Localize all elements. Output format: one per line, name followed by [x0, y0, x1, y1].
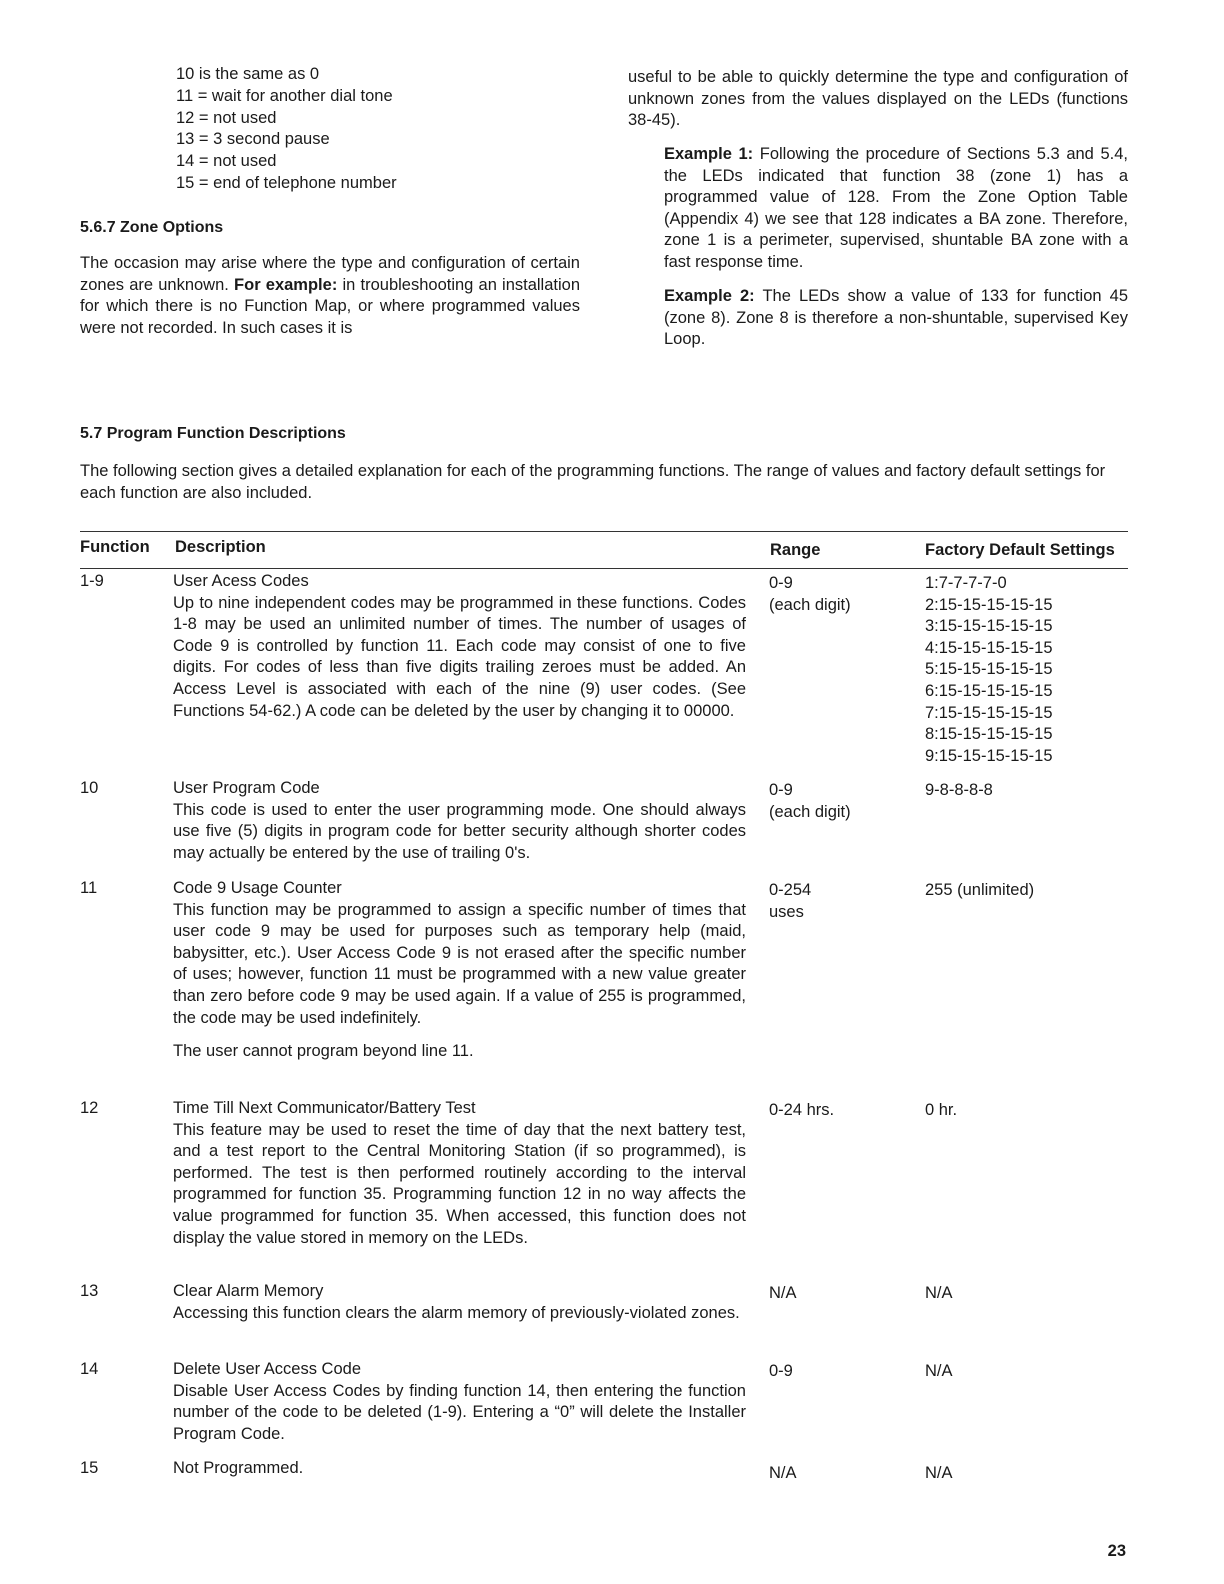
dial-code-item: 10 is the same as 0 — [176, 65, 320, 83]
function-range — [769, 780, 909, 823]
function-range — [769, 1463, 909, 1485]
range-line: N/A — [769, 1464, 797, 1482]
column-header-function: Function — [80, 538, 150, 556]
function-title: Code 9 Usage Counter — [173, 879, 342, 897]
default-line: 6:15-15-15-15-15 — [925, 681, 1053, 700]
function-title: Delete User Access Code — [173, 1360, 362, 1378]
table-top-rule — [80, 531, 1128, 532]
function-title: Clear Alarm Memory — [173, 1282, 324, 1300]
range-line: (each digit) — [769, 802, 851, 821]
range-line: 0-9 — [769, 781, 793, 799]
dial-code-list — [176, 64, 397, 195]
dial-code-item: 14 = not used — [176, 152, 277, 171]
for-example-label: For example: — [234, 275, 338, 294]
function-number: 15 — [80, 1459, 99, 1477]
section-heading-zone-options: 5.6.7 Zone Options — [80, 219, 224, 236]
example-2-label: Example 2: — [664, 287, 755, 305]
default-line: N/A — [925, 1284, 953, 1302]
function-range — [769, 880, 909, 923]
function-number: 14 — [80, 1360, 99, 1378]
section-heading-program-functions: 5.7 Program Function Descriptions — [80, 425, 346, 442]
function-default — [925, 780, 1135, 802]
function-description — [173, 571, 746, 722]
function-number: 13 — [80, 1282, 99, 1300]
function-number: 12 — [80, 1099, 99, 1117]
range-line: 0-254 — [769, 881, 812, 899]
function-description — [173, 1359, 746, 1445]
default-line: 7:15-15-15-15-15 — [925, 703, 1053, 722]
zone-options-paragraph — [80, 253, 580, 339]
function-default — [925, 880, 1135, 902]
default-line: 255 (unlimited) — [925, 881, 1035, 899]
range-line: N/A — [769, 1284, 797, 1302]
example-1-paragraph — [664, 144, 1128, 274]
default-line: 3:15-15-15-15-15 — [925, 617, 1053, 636]
page-number: 23 — [1107, 1542, 1126, 1560]
function-title: User Acess Codes — [173, 572, 309, 590]
function-range — [769, 1361, 909, 1383]
range-line: 0-24 hrs. — [769, 1101, 835, 1119]
function-description — [173, 1098, 746, 1249]
range-line: 0-9 — [769, 574, 793, 592]
function-range — [769, 573, 909, 616]
default-line: 9-8-8-8-8 — [925, 781, 993, 799]
function-description — [173, 778, 746, 864]
function-title: Time Till Next Communicator/Battery Test — [173, 1099, 476, 1117]
zone-options-paragraph-continued: useful to be able to quickly determine the type and configuration of unknown zones from the values displayed on the LEDs (functions 38-45). — [628, 68, 1128, 130]
column-header-range: Range — [770, 541, 821, 559]
function-default — [925, 1283, 1135, 1305]
range-line: (each digit) — [769, 595, 851, 614]
range-line: 0-9 — [769, 1362, 793, 1380]
function-title: User Program Code — [173, 779, 320, 797]
zone-options-text: The occasion may arise where the type and configuration of certain zones are unknown. — [80, 254, 580, 294]
dial-code-item: 11 = wait for another dial tone — [176, 86, 393, 105]
example-1-label: Example 1: — [664, 145, 754, 163]
dial-code-item: 15 = end of telephone number — [176, 173, 397, 192]
example-2-paragraph — [664, 286, 1128, 351]
zone-options-text-continued: in troubleshooting an installation for which there is no Function Map, or where programmed values were not recorded. In such cases it is — [80, 275, 581, 337]
default-line: 9:15-15-15-15-15 — [925, 746, 1053, 765]
table-header-rule — [80, 568, 1128, 569]
function-description — [173, 878, 746, 1063]
program-functions-intro: The following section gives a detailed explanation for each of the programming functions. The range of values and factory default settings for each function are also included. — [80, 462, 1106, 502]
function-description — [173, 1281, 746, 1324]
function-body: This code is used to enter the user programming mode. One should always use five (5) digits in program code for better security although shorter codes may actually be entered by the use of trailing 0's. — [173, 800, 746, 862]
function-number: 10 — [80, 779, 99, 797]
column-header-default: Factory Default Settings — [925, 541, 1115, 559]
function-body: This feature may be used to reset the time of day that the next battery test, and a test report to the Central Monitoring Station (if so programmed), is performed. The test is then performed routinely according to the interval programmed for function 35. Programming function 12 in no way affects the value programmed for function 35. When accessed, this function does not display the value stored in memory on the LEDs. — [173, 1120, 746, 1247]
function-number: 11 — [80, 879, 98, 897]
range-line: uses — [769, 902, 804, 921]
function-body: Up to nine independent codes may be programmed in these functions. Codes 1-8 may be used an unlimited number of times. The number of usages of Code 9 is controlled by function 11. Each code may consist of one to five digits. For codes of less than five digits trailing zeroes must be added. An Access Level is associated with each of the nine (9) user codes. (See Functions 54-62.) A code can be deleted by the user by changing it to 00000. — [173, 593, 746, 720]
function-default — [925, 1100, 1135, 1122]
default-line: 0 hr. — [925, 1101, 958, 1119]
function-default — [925, 1463, 1135, 1485]
dial-code-item: 12 = not used — [176, 108, 277, 127]
function-default — [925, 573, 1135, 767]
default-line: N/A — [925, 1362, 953, 1380]
function-range — [769, 1100, 909, 1122]
function-number: 1-9 — [80, 572, 104, 590]
function-body: Accessing this function clears the alarm memory of previously-violated zones. — [173, 1303, 740, 1322]
default-line: 5:15-15-15-15-15 — [925, 660, 1053, 679]
default-line: N/A — [925, 1464, 953, 1482]
default-line: 1:7-7-7-7-0 — [925, 574, 1007, 592]
default-line: 4:15-15-15-15-15 — [925, 638, 1053, 657]
function-title: Not Programmed. — [173, 1459, 304, 1477]
function-description — [173, 1458, 746, 1480]
column-header-description: Description — [175, 538, 266, 556]
example-1-text: Following the procedure of Sections 5.3 and 5.4, the LEDs indicated that function 38 (zone 1) has a programmed value of 128. From the Zone Option Table (Appendix 4) we see that 128 indicates a BA zone. Therefore, zone 1 is a perimeter, supervised, shuntable BA zone with a fast response time. — [664, 145, 1128, 271]
default-line: 2:15-15-15-15-15 — [925, 595, 1053, 614]
example-2-text: The LEDs show a value of 133 for function 45 (zone 8). Zone 8 is therefore a non-shuntable, supervised Key Loop. — [664, 287, 1129, 349]
function-default — [925, 1361, 1135, 1383]
function-note: The user cannot program beyond line 11. — [173, 1042, 474, 1061]
default-line: 8:15-15-15-15-15 — [925, 725, 1053, 744]
dial-code-item: 13 = 3 second pause — [176, 130, 330, 149]
function-body: This function may be programmed to assign a specific number of times that user code 9 may be used for purposes such as temporary help (maid, babysitter, etc.). User Access Code 9 is not erased after the specific number of uses; however, function 11 must be programmed with a new value greater than zero before code 9 may be used again. If a value of 255 is programmed, the code may be used indefinitely. — [173, 900, 746, 1027]
function-range — [769, 1283, 909, 1305]
function-body: Disable User Access Codes by finding function 14, then entering the function number of the code to be deleted (1-9). Entering a “0” will delete the Installer Program Code. — [173, 1381, 746, 1443]
